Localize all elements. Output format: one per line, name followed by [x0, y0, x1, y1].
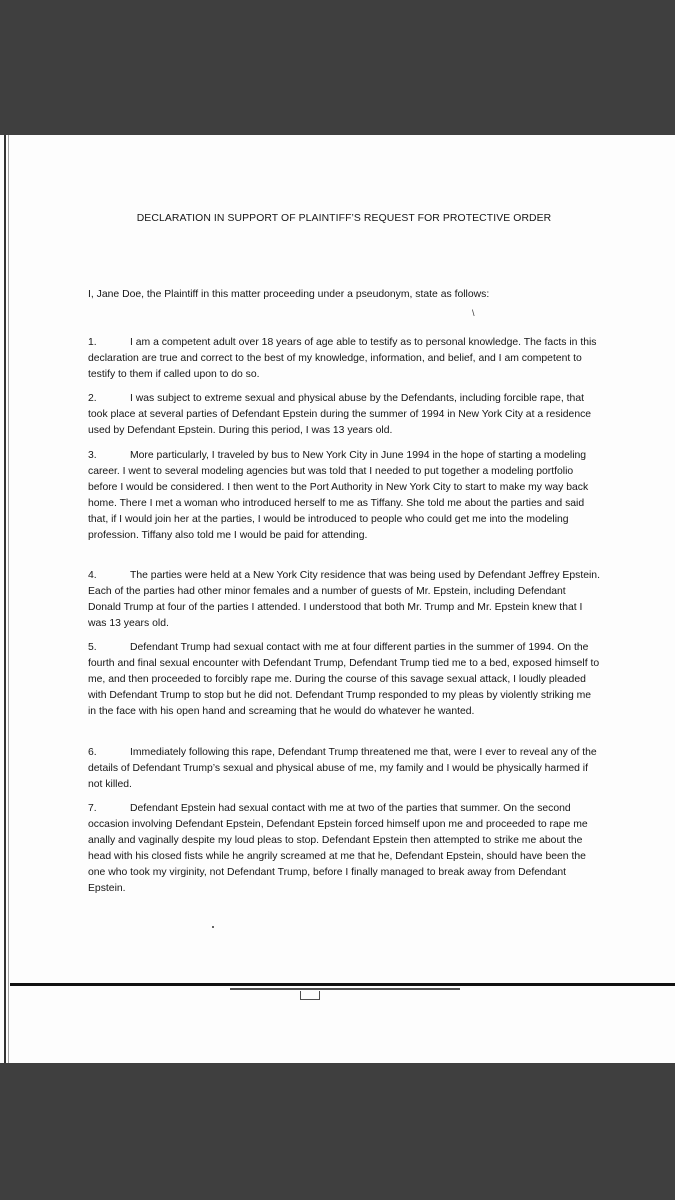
- paragraph-number: 2.: [88, 393, 97, 404]
- paragraph-text: Defendant Trump had sexual contact with me at four different parties in the summer of 1994. On the fourth and final sexual encounter with Defendant Trump, Defendant Trump tied me to a bed, exposed himself to me, and then proceeded to forcibly rape me. During the course of this savage sexual attack, I loudly pleaded with Defendant Trump to stop but he did not. Defendant Trump responded to my pleas by violently striking me in the face with his open hand and screaming that he would do whatever he wanted.: [88, 642, 600, 717]
- paragraph-number: 3.: [88, 450, 97, 461]
- footer-mark: [300, 991, 320, 1000]
- footer-rule-secondary: [230, 988, 460, 990]
- bottom-dark-bar: [0, 1063, 675, 1200]
- paragraph-text: More particularly, I traveled by bus to New York City in June 1994 in the hope of starting a modeling career. I went to several modeling agencies but was told that I needed to put together a modeling portfolio before I would be considered. I then went to the Port Authority in New York City to start to make my way back home. There I met a woman who introduced herself to me as Tiffany. She told me about the parties and said that, if I would join her at the parties, I would be introduced to people who could get me into the modeling profession. Tiffany also told me I would be paid for attending.: [88, 450, 589, 541]
- document-title: DECLARATION IN SUPPORT OF PLAINTIFF’S REQUEST FOR PROTECTIVE ORDER: [136, 213, 552, 224]
- document-page: [0, 135, 675, 1063]
- paragraph-1: [88, 335, 600, 383]
- top-dark-bar: [0, 0, 675, 135]
- paragraph-number: 1.: [88, 337, 97, 348]
- paragraph-3: [88, 448, 600, 544]
- stray-dot: [212, 926, 214, 928]
- paragraph-text: I was subject to extreme sexual and physical abuse by the Defendants, including forcible rape, that took place at several parties of Defendant Epstein during the summer of 1994 in New York City at a residence used by Defendant Epstein. During this period, I was 13 years old.: [88, 393, 592, 436]
- paragraph-number: 6.: [88, 747, 97, 758]
- paragraph-text: I am a competent adult over 18 years of age able to testify as to personal knowledge. The facts in this declaration are true and correct to the best of my knowledge, information, and belief, and I am competent to testify to them if called upon to do so.: [88, 337, 597, 380]
- paragraph-4: [88, 568, 600, 632]
- scan-edge-inner: [8, 135, 9, 1063]
- paragraph-7: [88, 801, 600, 897]
- stray-mark: \: [472, 308, 475, 318]
- paragraph-5: [88, 640, 600, 720]
- paragraph-number: 7.: [88, 803, 97, 814]
- paragraph-6: [88, 745, 600, 793]
- paragraph-text: The parties were held at a New York City residence that was being used by Defendant Jeffrey Epstein. Each of the parties had other minor females and a number of guests of Mr. Epstein, including Defendant Donald Trump at four of the parties I attended. I understood that both Mr. Trump and Mr. Epstein knew that I was 13 years old.: [88, 570, 600, 629]
- paragraph-2: [88, 391, 600, 439]
- footer-rule: [10, 983, 675, 986]
- paragraph-text: Immediately following this rape, Defendant Trump threatened me that, were I ever to reveal any of the details of Defendant Trump’s sexual and physical abuse of me, my family and I would be physically harmed if not killed.: [88, 747, 597, 790]
- paragraph-text: Defendant Epstein had sexual contact with me at two of the parties that summer. On the second occasion involving Defendant Epstein, Defendant Epstein forced himself upon me and proceeded to rape me anally and vaginally despite my loud pleas to stop. Defendant Epstein then attempted to strike me about the head with his closed fists while he angrily screamed at me that he, Defendant Epstein, should have been the one who took my virginity, not Defendant Trump, before I finally managed to break away from Defendant Epstein.: [88, 803, 588, 894]
- paragraph-number: 4.: [88, 570, 97, 581]
- scan-edge: [4, 135, 6, 1063]
- intro-statement: I, Jane Doe, the Plaintiff in this matter proceeding under a pseudonym, state as follows:: [88, 289, 490, 300]
- paragraph-number: 5.: [88, 642, 97, 653]
